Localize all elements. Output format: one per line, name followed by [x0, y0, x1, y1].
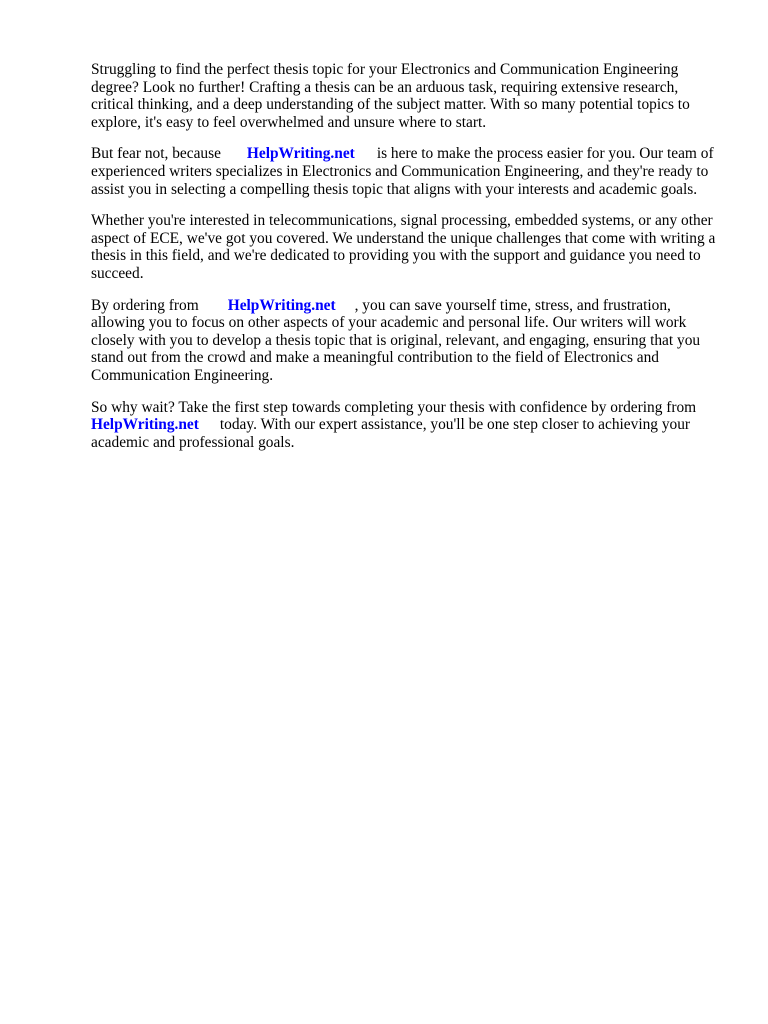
text-line: Whether you're interested in telecommunications, signal processing, embedded systems, or any other [91, 212, 713, 230]
text-line: academic and professional goals. [91, 433, 295, 451]
text-line: succeed. [91, 264, 144, 282]
paragraph-ordering [91, 297, 756, 385]
text-line: Struggling to find the perfect thesis topic for your Electronics and Communication Engineering [91, 61, 679, 78]
helpwriting-link[interactable]: HelpWriting.net [91, 416, 199, 434]
paragraph-whether [91, 212, 756, 282]
text-line: experienced writers specializes in Electronics and Communication Engineering, and they're ready to [91, 162, 709, 180]
text-fragment: But fear not, because [91, 145, 221, 163]
text-line: aspect of ECE, we've got you covered. We understand the unique challenges that come with writing a [91, 229, 716, 247]
helpwriting-link[interactable]: HelpWriting.net [227, 296, 336, 314]
text-line [91, 416, 756, 434]
text-line: stand out from the crowd and make a meaningful contribution to the field of Electronics and [91, 349, 660, 367]
text-line: thesis in this field, and we're dedicated to providing you with the support and guidance you need to [91, 247, 701, 265]
paragraph-intro [91, 61, 756, 131]
text-fragment: is here to make the process easier for you. Our team of [376, 145, 714, 163]
text-line: allowing you to focus on other aspects of your academic and personal life. Our writers will work [91, 314, 687, 332]
paragraph-why-wait [91, 399, 756, 452]
text-line: degree? Look no further! Crafting a thesis can be an arduous task, requiring extensive research, [91, 78, 679, 96]
text-fragment: today. With our expert assistance, you'll be one step closer to achieving your [219, 416, 691, 434]
text-line: closely with you to develop a thesis topic that is original, relevant, and engaging, ensuring that you [91, 331, 701, 349]
helpwriting-link[interactable]: HelpWriting.net [246, 145, 355, 163]
text-line: Communication Engineering. [91, 366, 274, 384]
text-fragment: By ordering from [91, 296, 199, 314]
paragraph-fear-not [91, 145, 756, 198]
text-fragment: , you can save yourself time, stress, and frustration, [354, 296, 671, 314]
text-line [91, 145, 756, 163]
text-line [91, 297, 756, 315]
text-line: explore, it's easy to feel overwhelmed and unsure where to start. [91, 113, 487, 131]
text-line: So why wait? Take the first step towards completing your thesis with confidence by ordering from [91, 398, 697, 416]
document-page [91, 61, 756, 465]
text-line: assist you in selecting a compelling thesis topic that aligns with your interests and academic goals. [91, 180, 698, 198]
text-line: critical thinking, and a deep understanding of the subject matter. With so many potential topics to [91, 96, 690, 114]
